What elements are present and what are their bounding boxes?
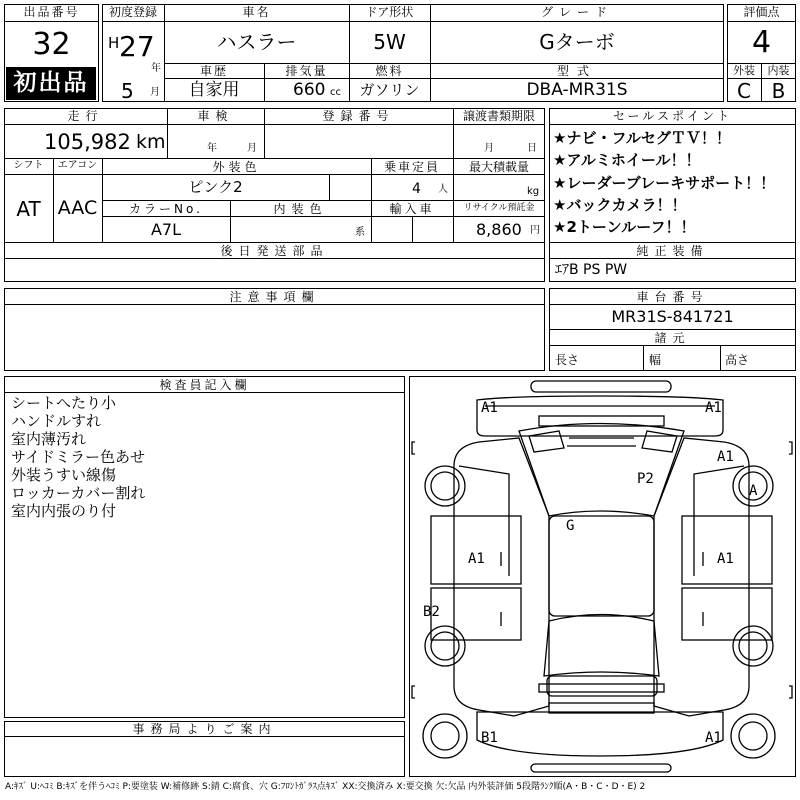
sales-points-label: セールスポイント xyxy=(613,109,732,123)
inspection-year-unit: 年 xyxy=(207,143,217,154)
int-color-unit: 系 xyxy=(355,227,365,238)
car-name: ハスラー xyxy=(216,30,297,54)
int-grade: B xyxy=(771,79,786,103)
reg-month: 5 xyxy=(121,79,134,103)
inspection-month-unit: 月 xyxy=(247,143,257,154)
mileage-unit: km xyxy=(136,131,166,153)
reg-year: 27 xyxy=(119,30,155,63)
inspector-note: 室内薄汚れ xyxy=(11,430,87,448)
sales-point-item: ★2トーンルーフ！！ xyxy=(553,218,696,236)
capacity-unit: 人 xyxy=(438,184,448,195)
reg-year-unit: 年 xyxy=(151,63,161,74)
damage-rear-left: B1 xyxy=(481,730,498,746)
model-code: DBA-MR31S xyxy=(526,80,628,100)
score: 4 xyxy=(751,25,772,60)
damage-right-front: A1 xyxy=(717,449,734,465)
inspection-label: 車検 xyxy=(197,109,234,123)
equipment-label: 純正装備 xyxy=(636,244,709,258)
damage-roof: P2 xyxy=(637,471,654,487)
grade-label: グレード xyxy=(540,5,613,19)
damage-right-wheel: A xyxy=(749,483,758,499)
shift: AT xyxy=(16,197,41,221)
import-label: 輸入車 xyxy=(389,202,435,216)
reg-number-label: 登録番号 xyxy=(322,109,395,123)
first-listing-badge: 初出品 xyxy=(6,67,96,100)
damage-glass: G xyxy=(566,518,575,534)
recycle-fee: 8,860 xyxy=(476,220,522,239)
sales-point-item: ★アルミホイール！！ xyxy=(553,151,701,169)
model-label: 型式 xyxy=(556,64,597,78)
color-no: A7L xyxy=(150,220,182,239)
ac: AAC xyxy=(57,197,98,219)
recycle-label: リサイクル預託金 xyxy=(463,203,535,213)
width-label: 幅 xyxy=(649,353,662,367)
transfer-month-unit: 月 xyxy=(484,143,494,154)
grade: Gターボ xyxy=(539,30,615,54)
legend: A:ｷｽﾞ U:ﾍｺﾐ B:ｷｽﾞを伴うﾍｺﾐ P:要塗装 W:補修跡 S:錆 C:腐食、穴 G:ﾌﾛﾝﾄｶﾞﾗｽ点ｷｽﾞ XX:交換済み X:要交換 欠:欠品 内外装評価 5段階ﾗﾝｸ順(A・B・C・D・E) 2 xyxy=(5,782,646,792)
door-label: ドア形状 xyxy=(365,5,414,19)
inspector-note: シートへたり小 xyxy=(11,394,117,412)
fuel: ガソリン xyxy=(359,81,420,99)
inspector-note: ハンドルすれ xyxy=(11,412,102,430)
inspector-note: ロッカーカバー割れ xyxy=(11,484,146,502)
lot-number-label: 出品番号 xyxy=(23,5,80,19)
office-label: 事務局よりご案内 xyxy=(132,722,277,736)
car-name-label: 車名 xyxy=(242,5,271,19)
height-label: 高さ xyxy=(725,353,750,367)
shift-label: シフト xyxy=(13,160,44,171)
int-label: 内装 xyxy=(767,64,790,77)
inspector-note: 室内内張のり付 xyxy=(11,502,117,520)
lot-number: 32 xyxy=(32,27,71,62)
dims-label: 諸元 xyxy=(654,331,691,345)
mileage-label: 走行 xyxy=(67,109,104,123)
inspector-label: 検査員記入欄 xyxy=(159,378,250,392)
score-label: 評価点 xyxy=(743,5,780,19)
max-load-unit: kg xyxy=(527,186,540,197)
capacity: 4 xyxy=(412,181,421,197)
capacity-label: 乗車定員 xyxy=(383,160,440,174)
damage-right-mid: A1 xyxy=(717,551,734,567)
displacement-label: 排気量 xyxy=(285,64,328,78)
inspector-note: サイドミラー色あせ xyxy=(11,448,145,466)
ac-label: エアコン xyxy=(57,160,98,171)
first-reg-label: 初度登録 xyxy=(108,5,157,19)
recycle-unit: 円 xyxy=(530,225,540,236)
sales-point-item: ★レーダーブレーキサポート！！ xyxy=(553,174,776,192)
ext-grade: C xyxy=(737,79,751,103)
ext-label: 外装 xyxy=(733,64,755,77)
history: 自家用 xyxy=(188,80,240,100)
damage-rear-right: A1 xyxy=(705,730,722,746)
damage-left-mid: A1 xyxy=(468,551,485,567)
int-color-label: 内装色 xyxy=(273,202,328,216)
damage-front-left: A1 xyxy=(481,400,498,416)
notes-label: 注意事項欄 xyxy=(229,290,320,304)
reg-era: H xyxy=(108,34,120,52)
equipment: ｴｱB PS PW xyxy=(555,262,628,278)
history-label: 車歴 xyxy=(199,64,228,78)
sales-point-item: ★ナビ・フルセグＴＶ！！ xyxy=(553,129,731,147)
fuel-label: 燃料 xyxy=(375,64,404,78)
later-parts-label: 後日発送部品 xyxy=(220,244,329,258)
displacement-unit: cc xyxy=(330,87,341,98)
chassis-number: MR31S-841721 xyxy=(611,307,734,326)
length-label: 長さ xyxy=(555,353,580,367)
inspector-note: 外装うすい線傷 xyxy=(11,466,117,484)
displacement: 660 xyxy=(293,80,326,100)
chassis-label: 車台番号 xyxy=(636,290,709,304)
sales-point-item: ★バックカメラ！！ xyxy=(553,196,687,214)
color-no-label: カラーNo. xyxy=(129,202,203,216)
door-type: 5W xyxy=(373,30,406,54)
max-load-label: 最大積載量 xyxy=(468,160,529,174)
damage-front-right: A1 xyxy=(705,400,722,416)
car-diagram xyxy=(409,376,796,777)
damage-left-rear: B2 xyxy=(423,604,440,620)
color: ピンク2 xyxy=(188,178,243,196)
color-label: 外装色 xyxy=(212,160,261,174)
mileage: 105,982 xyxy=(44,130,131,154)
transfer-deadline-label: 譲渡書類期限 xyxy=(462,109,535,123)
transfer-day-unit: 日 xyxy=(527,143,537,154)
reg-month-unit: 月 xyxy=(150,87,160,98)
